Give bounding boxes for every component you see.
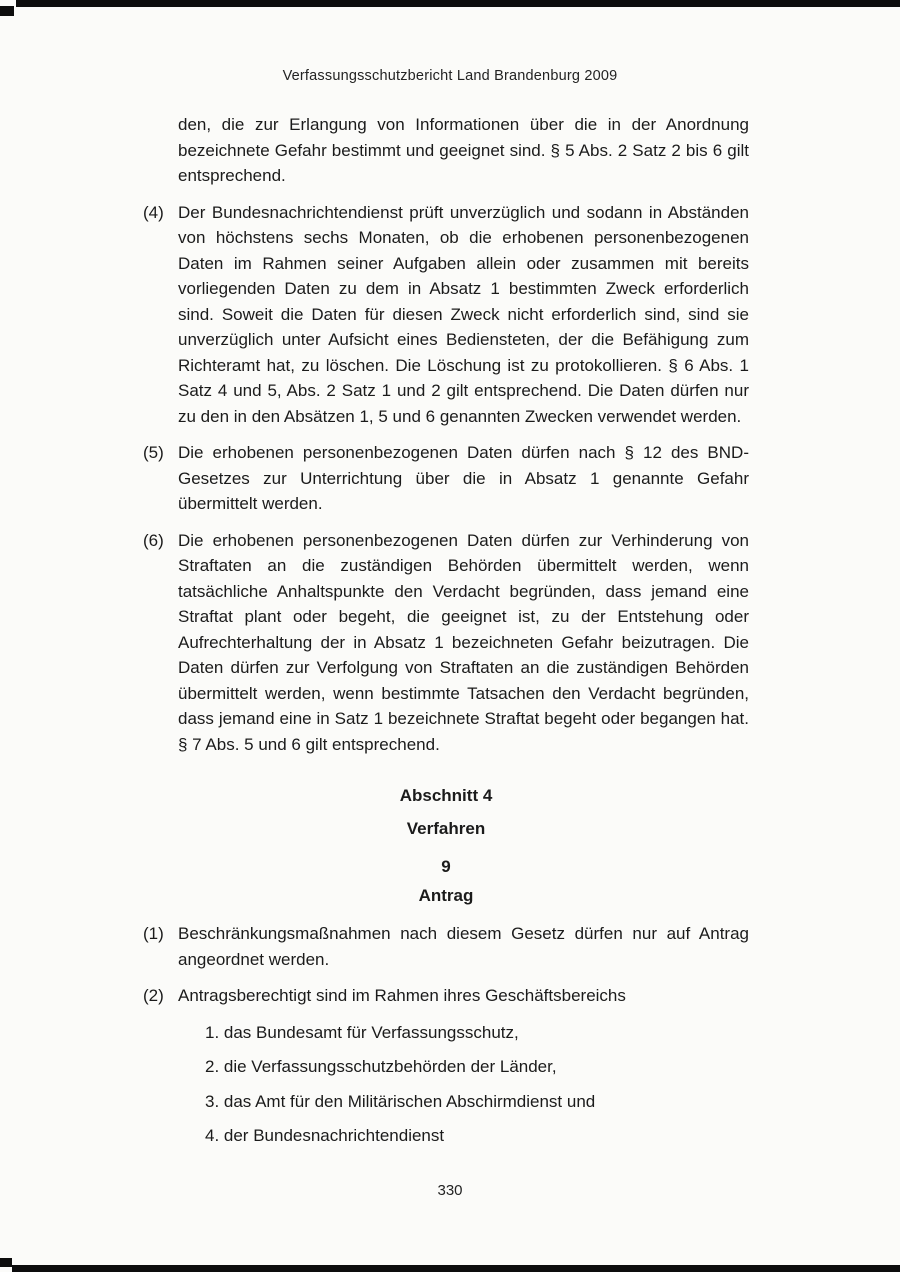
paragraph-number: (5) bbox=[143, 443, 164, 462]
list-item-1: 1. das Bundesamt für Verfassungsschutz, bbox=[205, 1022, 519, 1042]
paragraph-text: Die erhobenen personenbezogenen Daten dürfen zur Verhinderung von Straftaten an die zuständigen Behörden übermittelt werden, wenn tatsächliche Anhaltspunkte den Verdacht begründen, dass jemand eine Straftat plant oder begeht, die geeignet ist, zu der Entstehung oder Aufrechterhaltung der in Absatz 1 bezeichneten Gefahr beizutragen. Die Daten dürfen zur Verfolgung von Straftaten an die zuständigen Behörden übermittelt werden, wenn bestimmte Tatsachen den Verdacht begründen, dass jemand eine in Satz 1 bezeichnete Straftat begeht oder begangen hat. § 7 Abs. 5 und 6 gilt entsprechend. bbox=[178, 530, 749, 754]
scan-artifact-top-bar bbox=[16, 0, 900, 7]
heading-section-9: 9 bbox=[441, 857, 451, 876]
scan-artifact-top-notch bbox=[0, 6, 14, 16]
document-body bbox=[143, 112, 749, 1158]
paragraph-text: Der Bundesnachrichtendienst prüft unverzüglich und sodann in Abständen von höchstens sechs Monaten, ob die erhobenen personenbezogenen Daten im Rahmen seiner Aufgaben allein oder zusammen mit bereits vorliegenden Daten zu dem in Absatz 1 bestimmten Zweck erforderlich sind. Soweit die Daten für diesen Zweck nicht erforderlich sind, sind sie unverzüglich unter Aufsicht eines Bediensteten, der die Befähigung zum Richteramt hat, zu löschen. Die Löschung ist zu protokollieren. § 6 Abs. 1 Satz 4 und 5, Abs. 2 Satz 1 und 2 gilt entsprechend. Die Daten dürfen nur zu den in den Absätzen 1, 5 und 6 genannten Zwecken verwendet werden. bbox=[178, 202, 749, 426]
list-item-3: 3. das Amt für den Militärischen Abschirmdienst und bbox=[205, 1091, 596, 1111]
page-number: 330 bbox=[437, 1182, 463, 1199]
paragraph-number: (2) bbox=[143, 986, 164, 1005]
heading-antrag: Antrag bbox=[418, 885, 474, 905]
paragraph-text: Antragsberechtigt sind im Rahmen ihres Geschäftsbereichs bbox=[178, 986, 626, 1005]
paragraph-6 bbox=[143, 528, 749, 758]
scan-artifact-bottom-notch bbox=[0, 1258, 12, 1267]
paragraph-4 bbox=[143, 200, 749, 430]
paragraph-number: (1) bbox=[143, 924, 164, 943]
paragraph-1 bbox=[143, 921, 749, 972]
heading-verfahren: Verfahren bbox=[406, 818, 486, 838]
paragraph-5 bbox=[143, 440, 749, 517]
paragraph-number: (6) bbox=[143, 530, 164, 550]
running-header: Verfassungsschutzbericht Land Brandenburg 2009 bbox=[282, 68, 618, 84]
heading-abschnitt-4: Abschnitt 4 bbox=[399, 786, 493, 805]
paragraph-2 bbox=[143, 983, 749, 1009]
paragraph-text: Beschränkungsmaßnahmen nach diesem Gesetz dürfen nur auf Antrag angeordnet werden. bbox=[178, 924, 749, 969]
list-item-2: 2. die Verfassungsschutzbehörden der Länder, bbox=[205, 1057, 557, 1076]
list-item-4: 4. der Bundesnachrichtendienst bbox=[205, 1126, 445, 1145]
paragraph-continuation: den, die zur Erlangung von Informationen über die in der Anordnung bezeichnete Gefahr bestimmt und geeignet sind. § 5 Abs. 2 Satz 2 bis 6 gilt entsprechend. bbox=[178, 115, 749, 185]
paragraph-text: Die erhobenen personenbezogenen Daten dürfen nach § 12 des BND-Gesetzes zur Unterrichtung über die in Absatz 1 genannte Gefahr übermittelt werden. bbox=[178, 443, 749, 513]
scan-artifact-bottom-bar bbox=[12, 1265, 900, 1272]
paragraph-number: (4) bbox=[143, 202, 164, 222]
